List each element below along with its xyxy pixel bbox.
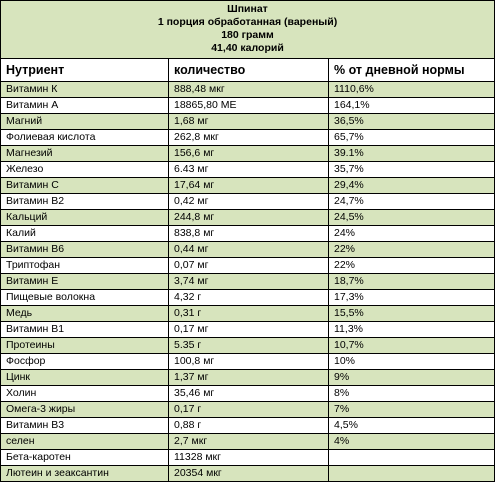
amount-cell: 6.43 мг (169, 162, 329, 178)
daily-value-cell: 24,5% (329, 210, 495, 226)
amount-cell: 17,64 мг (169, 178, 329, 194)
column-header-nutrient: Нутриент (1, 59, 169, 82)
amount-cell: 0,31 г (169, 306, 329, 322)
amount-cell: 2,7 мкг (169, 434, 329, 450)
amount-cell: 1,37 мг (169, 370, 329, 386)
amount-cell: 156,6 мг (169, 146, 329, 162)
table-title (1, 1, 495, 59)
nutrient-cell: Фосфор (1, 354, 169, 370)
nutrient-cell: Фолиевая кислота (1, 130, 169, 146)
table-row (1, 226, 495, 242)
nutrient-cell: Пищевые волокна (1, 290, 169, 306)
nutrient-cell: Триптофан (1, 258, 169, 274)
column-header-daily-value: % от дневной нормы (329, 59, 495, 82)
daily-value-cell: 29,4% (329, 178, 495, 194)
table-row (1, 322, 495, 338)
nutrient-cell: селен (1, 434, 169, 450)
nutrient-cell: Витамин В6 (1, 242, 169, 258)
nutrient-cell: Холин (1, 386, 169, 402)
daily-value-cell: 17,3% (329, 290, 495, 306)
daily-value-cell: 1110,6% (329, 82, 495, 98)
nutrient-cell: Протеины (1, 338, 169, 354)
amount-cell: 35,46 мг (169, 386, 329, 402)
amount-cell: 244,8 мг (169, 210, 329, 226)
table-row (1, 130, 495, 146)
nutrient-cell: Витамин Е (1, 274, 169, 290)
amount-cell: 4,32 г (169, 290, 329, 306)
nutrient-cell: Лютеин и зеаксантин (1, 466, 169, 482)
header-row (1, 59, 495, 82)
table-row (1, 402, 495, 418)
daily-value-cell (329, 466, 495, 482)
table-row (1, 178, 495, 194)
table-row (1, 210, 495, 226)
nutrient-cell: Цинк (1, 370, 169, 386)
daily-value-cell: 4% (329, 434, 495, 450)
amount-cell: 18865,80 МЕ (169, 98, 329, 114)
amount-cell: 0,44 мг (169, 242, 329, 258)
nutrient-cell: Медь (1, 306, 169, 322)
nutrient-cell: Витамин В1 (1, 322, 169, 338)
nutrient-cell: Магний (1, 114, 169, 130)
table-row (1, 114, 495, 130)
amount-cell: 100,8 мг (169, 354, 329, 370)
daily-value-cell: 164,1% (329, 98, 495, 114)
table-row (1, 242, 495, 258)
amount-cell: 5.35 г (169, 338, 329, 354)
amount-cell: 0,17 г (169, 402, 329, 418)
column-header-amount: количество (169, 59, 329, 82)
nutrient-cell: Витамин А (1, 98, 169, 114)
amount-cell: 20354 мкг (169, 466, 329, 482)
nutrient-cell: Бета-каротен (1, 450, 169, 466)
daily-value-cell: 8% (329, 386, 495, 402)
amount-cell: 838,8 мг (169, 226, 329, 242)
nutrient-cell: Магнезий (1, 146, 169, 162)
nutrient-cell: Калий (1, 226, 169, 242)
daily-value-cell: 18,7% (329, 274, 495, 290)
table-row (1, 194, 495, 210)
table-row (1, 82, 495, 98)
amount-cell: 888,48 мкг (169, 82, 329, 98)
nutrient-cell: Витамин С (1, 178, 169, 194)
daily-value-cell: 15,5% (329, 306, 495, 322)
amount-cell: 262,8 мкг (169, 130, 329, 146)
table-row (1, 162, 495, 178)
table-row (1, 306, 495, 322)
table-row (1, 370, 495, 386)
table-row (1, 274, 495, 290)
amount-cell: 0,07 мг (169, 258, 329, 274)
title-row (1, 1, 495, 59)
table-row (1, 418, 495, 434)
daily-value-cell: 36,5% (329, 114, 495, 130)
nutrient-cell: Кальций (1, 210, 169, 226)
daily-value-cell: 10,7% (329, 338, 495, 354)
nutrient-cell: Витамин В2 (1, 194, 169, 210)
daily-value-cell: 39.1% (329, 146, 495, 162)
daily-value-cell: 11,3% (329, 322, 495, 338)
title-food: Шпинат (227, 3, 268, 15)
amount-cell: 11328 мкг (169, 450, 329, 466)
title-serving: 1 порция обработанная (вареный) (157, 16, 338, 28)
daily-value-cell: 35,7% (329, 162, 495, 178)
nutrient-cell: Витамин К (1, 82, 169, 98)
table-row (1, 450, 495, 466)
daily-value-cell: 10% (329, 354, 495, 370)
table-row (1, 354, 495, 370)
nutrient-cell: Железо (1, 162, 169, 178)
nutrient-cell: Омега-3 жиры (1, 402, 169, 418)
title-calories: 41,40 калорий (211, 42, 284, 54)
daily-value-cell: 9% (329, 370, 495, 386)
table-row (1, 386, 495, 402)
amount-cell: 0,42 мг (169, 194, 329, 210)
daily-value-cell: 65,7% (329, 130, 495, 146)
daily-value-cell: 7% (329, 402, 495, 418)
table-row (1, 290, 495, 306)
daily-value-cell: 4,5% (329, 418, 495, 434)
table-row (1, 258, 495, 274)
daily-value-cell (329, 450, 495, 466)
amount-cell: 1,68 мг (169, 114, 329, 130)
table-row (1, 466, 495, 482)
table-row (1, 98, 495, 114)
table-row (1, 434, 495, 450)
amount-cell: 0,88 г (169, 418, 329, 434)
daily-value-cell: 22% (329, 258, 495, 274)
title-weight: 180 грамм (221, 29, 274, 41)
nutrient-cell: Витамин В3 (1, 418, 169, 434)
table-row (1, 338, 495, 354)
amount-cell: 0,17 мг (169, 322, 329, 338)
table-row (1, 146, 495, 162)
daily-value-cell: 22% (329, 242, 495, 258)
daily-value-cell: 24% (329, 226, 495, 242)
amount-cell: 3,74 мг (169, 274, 329, 290)
daily-value-cell: 24,7% (329, 194, 495, 210)
